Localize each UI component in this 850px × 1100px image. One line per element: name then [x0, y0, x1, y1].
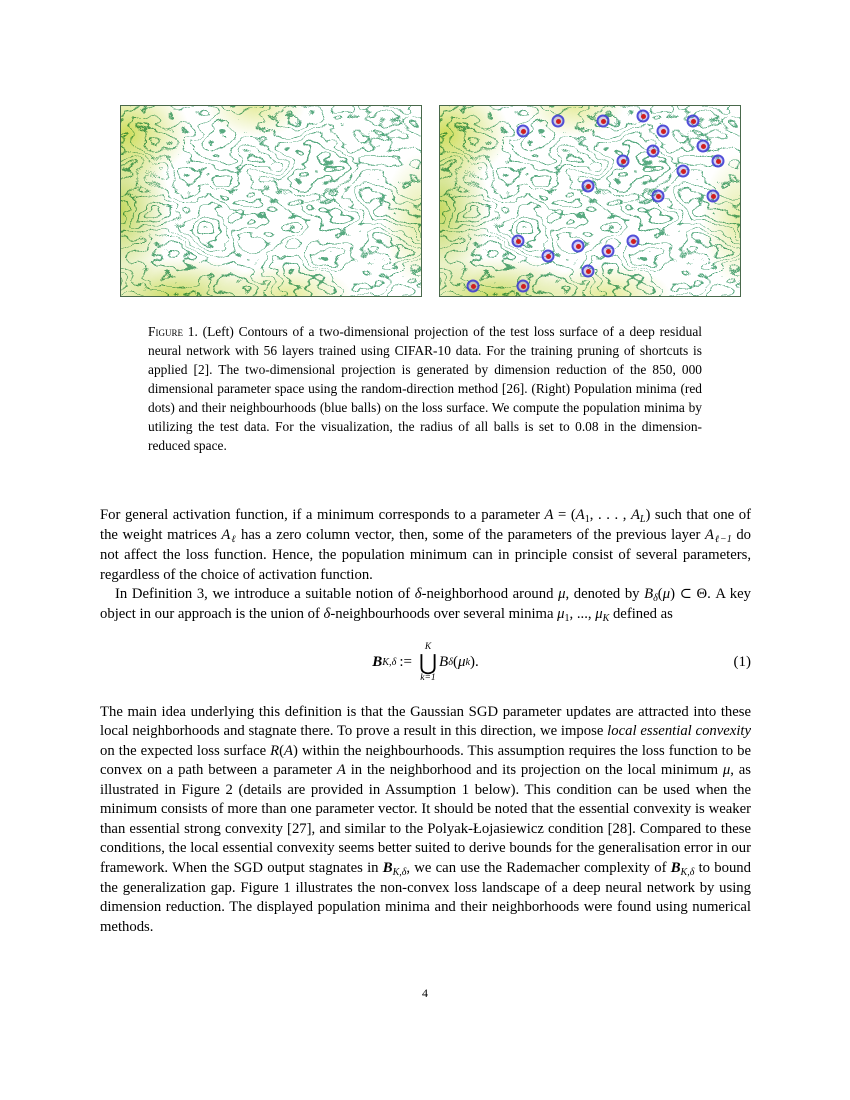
text-run: -neighborhood around [421, 586, 559, 603]
minimum-marker [647, 145, 660, 158]
text-run: K [602, 612, 610, 624]
text-run: = ( [553, 507, 576, 523]
text-run: R [270, 742, 280, 759]
text-run: defined as [609, 606, 673, 623]
text-run: In Definition 3, we introduce a suitable notion of [115, 586, 415, 603]
text-run: to bound the generalization gap. Figure 1 illustrates the non-convex loss landscape of a deep neural network by using dimension reduction. The displayed population minima and their neighborhoods were found using numerical methods. [100, 859, 751, 935]
minimum-marker [467, 280, 480, 293]
paragraph-delta-neighborhood [100, 585, 751, 625]
minimum-marker [517, 280, 530, 293]
text-run: The main idea underlying this definition is that the Gaussian SGD parameter updates are attracted into these local neighborhoods and stagnate there. To prove a result in this direction, we impose [100, 703, 751, 740]
math-paren: ). [470, 654, 479, 671]
text-run: ( [657, 586, 663, 603]
text-run: in the neighborhood and its projection on the local minimum [345, 762, 723, 779]
minimum-marker [582, 265, 595, 278]
text-run: μ [557, 606, 565, 623]
minimum-marker [712, 155, 725, 168]
minimum-marker [657, 125, 670, 138]
text-run: μ [662, 586, 671, 603]
minimum-marker [552, 115, 565, 128]
contour-plot-left [120, 105, 422, 297]
minimum-marker [517, 125, 530, 138]
math-symbol-cal-B: B [439, 654, 449, 671]
text-run: A [336, 762, 346, 779]
text-run: ) ⊂ Θ. A key object in our approach is the union of [100, 586, 752, 623]
text-run: μ [722, 762, 731, 779]
text-run: has a zero column vector, then, some of the parameters of the previous layer [236, 527, 706, 544]
math-subscript: K,δ [382, 657, 397, 669]
minimum-marker [652, 190, 665, 203]
text-run: μ [595, 606, 603, 623]
union-lower-limit: k=1 [420, 673, 436, 684]
page-number: 4 [422, 986, 428, 1000]
text-run: local essential convexity [607, 723, 751, 740]
text-run: δ [323, 606, 331, 623]
text-run: δ [414, 586, 422, 603]
minimum-marker [512, 235, 525, 248]
text-run: ℓ [230, 533, 237, 545]
text-run: B [644, 586, 654, 603]
text-run: , . . . , [589, 507, 631, 523]
text-run: Figure 1. [148, 324, 198, 339]
text-run: do not affect the loss function. Hence, the population minimum can in principle consist of several parameters, regardless of the choice of activation function. [100, 527, 752, 583]
union-symbol: ⋃ [418, 649, 438, 675]
text-run: A [575, 507, 585, 523]
paragraph-activation-function [100, 506, 751, 585]
text-run: A [544, 507, 554, 523]
text-run: ℓ−1 [714, 533, 732, 545]
text-run: (Left) Contours of a two-dimensional projection of the test loss surface of a deep residual neural network with 56 layers trained using CIFAR-10 data. For the training pruning of shortcuts is applied [2]. The two-dimensional projection is generated by dimension reduction of the 850, 000 dimensional parameter space using the random-direction method [26]. (Right) Population minima (red dots) and their neighbourhoods (blue balls) on the loss surface. We compute the population minima by utilizing the test data. For the visualization, the radius of all balls is set to 0.08 in the dimension-reduced space. [148, 324, 702, 454]
text-run: ) within the neighbourhoods. This assumption requires the loss function to be convex on a path between a parameter [100, 742, 751, 779]
contour-lines-image [121, 106, 421, 296]
paragraph-main-idea [100, 703, 751, 937]
minimum-marker [572, 240, 585, 253]
text-run: B [382, 859, 393, 876]
math-symbol-frak-B: B [372, 654, 383, 671]
text-run: L [639, 513, 646, 525]
population-minima-markers [440, 106, 740, 296]
minimum-marker [697, 140, 710, 153]
text-run: K,δ [680, 866, 695, 878]
text-run: δ [653, 592, 658, 604]
text-run: 1 [584, 513, 590, 525]
minimum-marker [597, 115, 610, 128]
text-run: , denoted by [565, 586, 645, 603]
minimum-marker [677, 165, 690, 178]
text-run: , as illustrated in Figure 2 (details are provided in Assumption 1 below). This condition can be used when the minimum consists of more than one parameter vector. It should be noted that the essential convexity is weaker than essential strong convexity [27], and similar to the Polyak-Łojasiewicz condition [28]. Compared to these conditions, the local essential convexity seems better suited to derive bounds for the generalisation error in our framework. When the SGD output stagnates in [100, 762, 751, 876]
text-run: B [670, 859, 681, 876]
math-subscript: k [465, 657, 470, 669]
text-run: 1 [564, 612, 570, 624]
text-run: , we can use the Rademacher complexity of [406, 859, 671, 876]
text-run: A [221, 527, 231, 544]
minimum-marker [637, 110, 650, 123]
equation-1 [100, 642, 751, 684]
math-defeq: := [399, 654, 412, 671]
text-run: -neighbourhoods over several minima [330, 606, 558, 623]
minimum-marker [542, 250, 555, 263]
text-run: A [630, 507, 640, 523]
text-run: on the expected loss surface [100, 742, 271, 759]
text-run: ) such that one of the weight matrices [100, 507, 751, 544]
text-run: A [284, 742, 294, 759]
text-run: ( [279, 742, 285, 759]
figure-1 [120, 105, 741, 297]
minimum-marker [602, 245, 615, 258]
contour-plot-right [439, 105, 741, 297]
equation-number: (1) [733, 654, 751, 671]
union-upper-limit: K [424, 642, 432, 653]
text-run: , ..., [569, 606, 596, 623]
text-run: For general activation function, if a minimum corresponds to a parameter [100, 507, 545, 523]
figure-caption [148, 322, 702, 455]
text-run: A [705, 527, 715, 544]
minimum-marker [617, 155, 630, 168]
union-operator [419, 642, 437, 684]
minimum-marker [582, 180, 595, 193]
math-paren: ( [452, 654, 458, 671]
text-run: K,δ [392, 866, 407, 878]
math-symbol-mu: μ [457, 654, 466, 671]
minimum-marker [687, 115, 700, 128]
minimum-marker [707, 190, 720, 203]
math-subscript: δ [448, 657, 453, 669]
text-run: μ [558, 586, 566, 603]
body-text [100, 506, 751, 937]
minimum-marker [627, 235, 640, 248]
